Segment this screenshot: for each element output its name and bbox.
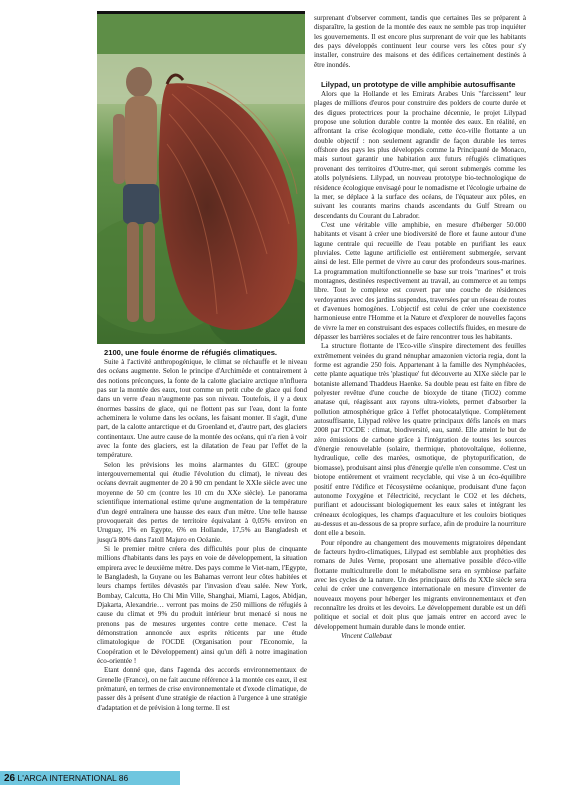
paragraph: Etant donné que, dans l'agenda des accords environnementaux de Grenelle (France), on ne fait aucune référence à la montée ces eaux, il est prématuré, en termes de crise environnementale et d'exode climatique, de passer dès à présent d'une stratégie de réaction à l'urgence à une stratégie d'adaptation et de prévision à long terme. Il est [97, 666, 307, 712]
paragraph: Selon les prévisions les moins alarmantes du GIEC (groupe intergouvernemental qui étudie l'évolution du climat), le niveau des océans devrait augmenter de 20 à 90 cm pendant le XXIe siècle avec une moyenne de 50 cm (contre les 10 cm du XXe siècle). Le panorama scientifique international estime qu'une augmentation de la température d'un degré entraînera une hausse des eaux d'un mètre. Une telle hausse provoquerait des pertes de territoire équivalant à 0,05% environ en Uruguay, 1% en Egypte, 6% en Hollande, 17,5% au Bangladesh et jusqu'à 80% dans l'atoll Majuro en Océanie. [97, 460, 307, 544]
paragraph-continuation: surprenant d'observer comment, tandis que certaines îles se préparent à disparaître, la gestion de la montée des eaux ne semble pas trop inquiéter les gouvernements. Il est encore plus surprenant de voir que les habitants des pays développés continuent leur course vers les côtes pour s'y installer, construire des maisons et des édifices certainement destinés à être inondés. [314, 14, 526, 69]
page-number: 26 [4, 773, 16, 784]
photo [97, 14, 305, 344]
section-heading-climate-refugees: 2100, une foule énorme de réfugiés climatiques. [104, 348, 278, 357]
publication-name: L'ARCA INTERNATIONAL 86 [17, 773, 129, 783]
paragraph: Si le premier mètre créera des difficultés pour plus de cinquante millions d'habitants dans les pays en voie de développement, la situation empirera avec le deuxième mètre. Des pays comme le Viet-nam, l'Egypte, le Bangladesh, la Guyane ou les Bahamas verront leur côtes habitées et leurs champs fertiles dévastés par l'invasion d'eau salée. New York, Bombay, Calcutta, Ho Chi Min Ville, Shanghai, Miami, Lagos, Abidjan, Djakarta, Alexandrie… verront pas moins de 250 millions de réfugiés à cause du climat et 9% du produit intérieur brut menacé si nous ne prenons pas de mesures urgentes contre cette menace. C'est la démonstration annoncée aux esprits réticents par une étude climatologique de l'OCDE (Organisation pour l'Economie, la Coopération et le Développement) ainsi qu'un défi à notre imagination éco-orientée ! [97, 544, 307, 665]
paragraph: Suite à l'activité anthropogénique, le climat se réchauffe et le niveau des océans augmente. Selon le principe d'Archimède et contrairement à des notions préconçues, la fonte de la calotte glaciaire arctique n'influera pas sur la montée des eaux, tout comme un petit cube de glace qui fond dans un verre d'eau n'augmente pas son niveau. Toutefois, il y a deux énormes bassins de glace, qui ne flottent pas sur l'eau, dont la fonte acheminera le volume dans les océans, les faisant monter. Il s'agit, d'une part, de la calotte antarctique et du Groenland et, d'autre part, des glaciers continentaux. Une autre cause de la montée des océans, qui n'a rien à voir avec la fonte des glaciers, est la dilatation de l'eau par l'effet de la température. [97, 358, 307, 460]
author-signature: Vincent Callebaut [341, 632, 392, 640]
page-footer [0, 771, 180, 785]
person-with-giant-leaf-photo [97, 14, 305, 344]
paragraph: C'est une véritable ville amphibie, en mesure d'héberger 50.000 habitants et visant à créer une biodiversité de flore et faune autour d'une lagune centrale qui recueille de l'eau potable en purifiant les eaux pluviales. Cette lagune artificielle est entièrement submergée, servant ainsi de lest. Elle permet de vivre au cœur des profondeurs sous-marines. La programmation multifonctionnelle se base sur trois "marines" et trois montagnes, destinées respectivement au travail, au commerce et au temps libre. Tout le complexe est couvert par une couche de résidences verdoyantes avec des jardins suspendus, traversées par un réseau de routes et d'avenues homogènes. L'objectif est celui de créer une coexistence harmonieuse entre l'Homme et la Nature et d'explorer de nouvelles façons de vivre la mer en construisant des espaces collectifs fluides, en mesure de dépasser les barrières sociales et de faire rencontrer tous les habitants. [314, 220, 526, 341]
paragraph: La structure flottante de l'Eco-ville s'inspire directement des feuilles extrêmement veinées du grand nénuphar amazonien victoria regia, dont la forme est agrandie 250 fois. Appartenant à la famille des Nymphéacées, cette plante aquatique très 'plastique' fut découverte au XIXe siècle par le botaniste allemand Thaddeus Haenke. Sa double peau est faite en fibre de polyester revêtue d'une couche de bioxyde de titane (TiO2) comme anatase qui, réagissant aux rayons ultra-violets, permet d'absorber la pollution atmosphérique grâce à l'effet photocatalytique. Complètement autosuffisante, Lilypad relève les quatre principaux défis lancés en mars 2008 par l'OCDE : climat, biodiversité, eau, santé. Elle atteint le but de zéro émissions de carbone grâce à l'intégration de toutes les sources d'énergie renouvelable (solaire, thermique, photovoltaïque, éolienne, hydraulique, celle des marées, osmotique, de phytopurification, de biomasse), produisant ainsi plus d'énergie qu'elle n'en consomme. C'est un biotope entièrement et vraiment recyclable, qui vise à un éco-équilibre positif entre l'édifice et l'écosystème océanique, produisant d'une façon autonome l'oxygène et l'électricité, recyclant le CO2 et les déchets, purifiant et adoucissant biologiquement les eaux sales et intégrant les créneaux écologiques, les champs d'aquaculture et les couloirs biotiques au-dessus et au-dessous de sa propre surface, afin de produire la nourriture dont elle a besoin. [314, 342, 526, 538]
right-column [314, 14, 526, 641]
paragraph: Pour répondre au changement des mouvements migratoires dépendant de facteurs hydro-climatiques, Lilypad est semblable aux prophéties des romans de Jules Verne, proposant une alternative possible d'éco-ville flottante multiculturelle dont le métabolisme sera en symbiose parfaite avec les cycles de la nature. Un des principaux défis du XXIe siècle sera celui de créer une convergence internationale en mesure d'inventer de nouveaux moyens pour héberger les migrants environnementaux et d'en reconnaître les droits et les devoirs. Le développement durable est un défi politique et social et doit plus que jamais entrer en accord avec le développement humain durable dans le monde entier. [314, 538, 526, 631]
section-heading-lilypad: Lilypad, un prototype de ville amphibie autosuffisante [321, 80, 516, 90]
left-column [97, 348, 307, 713]
paragraph: Alors que la Hollande et les Emirats Arabes Unis "farcissent" leur plages de millions d'euros pour construire des polders de courte durée et des digues protectrices pour la prochaine décennie, le projet Lilypad propose une solution durable contre la montée des eaux. En réalité, en affrontant la crise écologique mondiale, cette éco-ville flottante a un double objectif : non seulement agrandir de façon durable les terres offshore des pays les plus développés comme la Principauté de Monaco, mais surtout garantir une habitation aux futurs réfugiés climatiques provenant des territoires d'Outre-mer, qui seront submergés comme les atolls polynésiens. Lilypad, un nouveau prototype bio-technologique de résidence écologique envisagé pour le nomadisme et l'écologie urbaine de la mer, se déplace à la surface des océans, de l'équateur aux pôles, en suivant les courants marins chauds ascendants du Gulf Stream ou descendants du Courant du Labrador. [314, 90, 526, 220]
